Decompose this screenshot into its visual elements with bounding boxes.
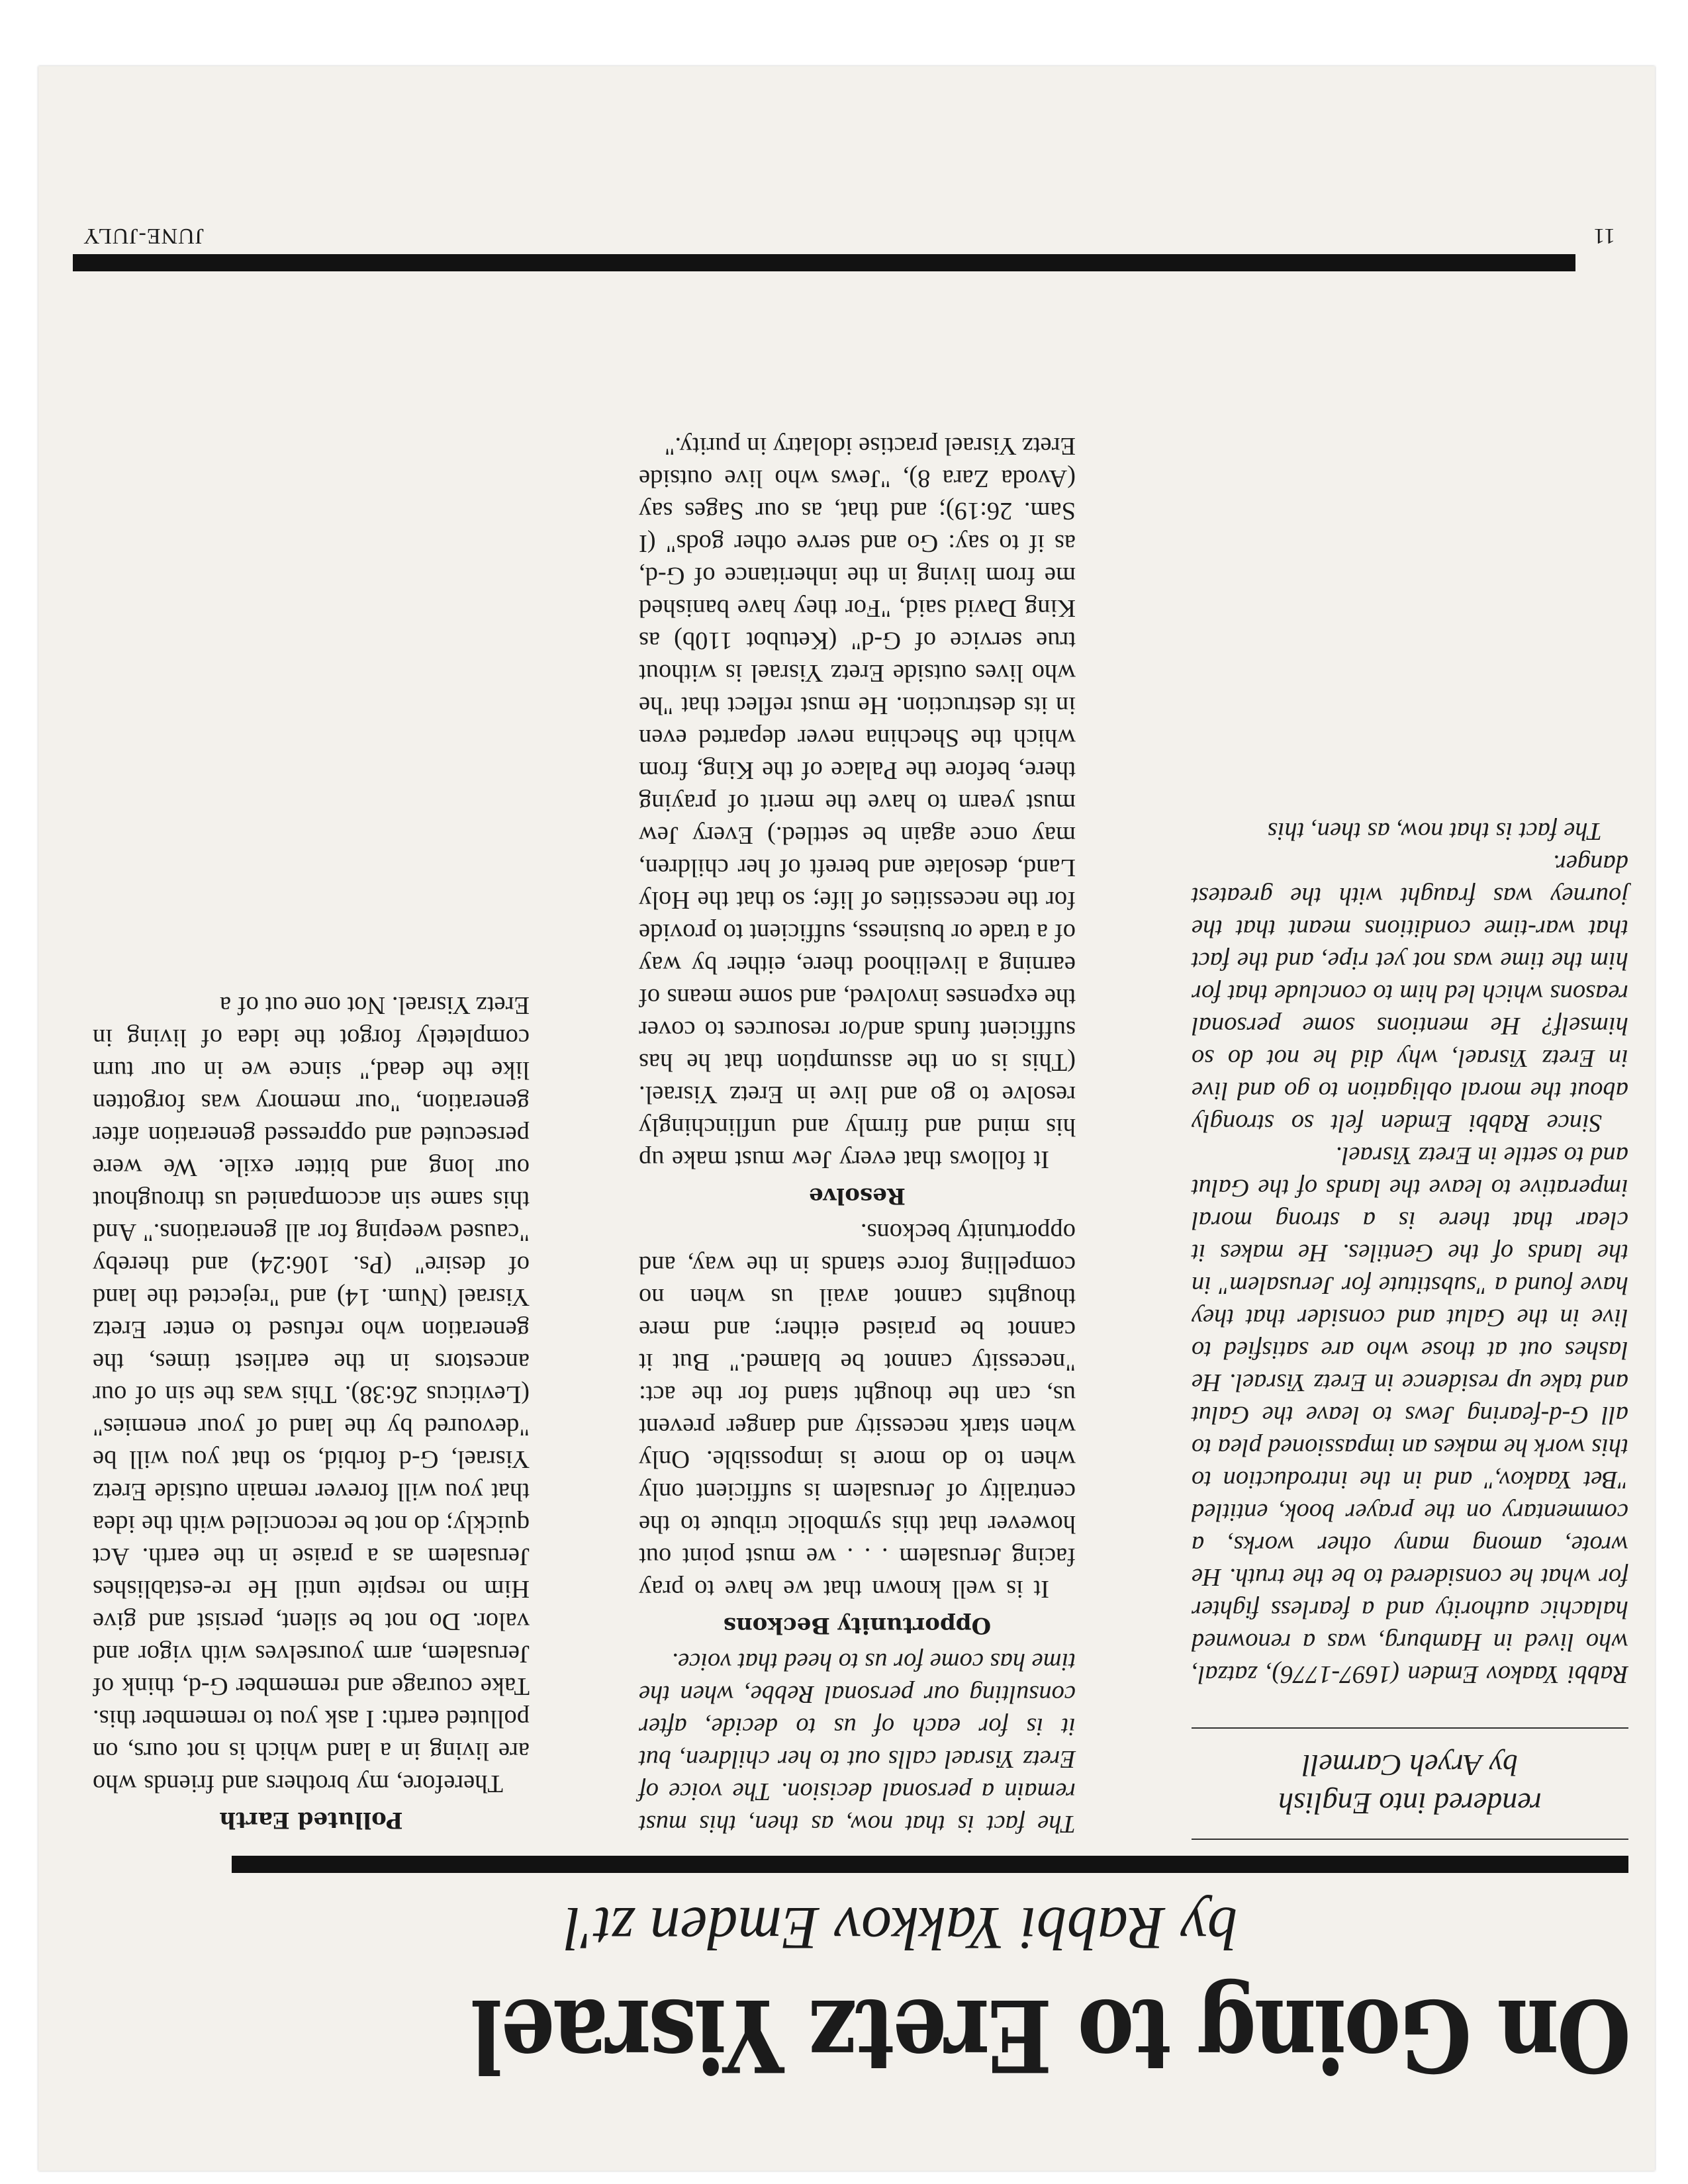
intro-gap	[1192, 1690, 1628, 1727]
translator-credit	[1192, 1729, 1628, 1839]
credit-line-2: by Aryeh Carmell	[1301, 1749, 1519, 1782]
article-title: On Going to Eretz Yisrael	[473, 1977, 1631, 2093]
page-number: 11	[1593, 224, 1615, 248]
intro-paragraph-1: Rabbi Yaakov Emden (1697-1776), zatzal, who lived in Hamburg, was a renowned halachic authority and a fearless fighter for what he considered to be the truth. He wrote, among many other works, a commentary on the prayer book, entitled "Bet Yaakov," and in the introduction to this work he makes an impassioned plea to all G-d-fearing Jews to leave the Galut and take up residence in Eretz Yisrael. He lashes out at those who are satisfied to live in the Galut and consider that they have found a "substitute for Jerusalem" in the lands of the Gentiles. He makes it clear that there is a strong moral imperative to leave the lands of the Galut and to settle in Eretz Yisrael.	[1192, 1142, 1628, 1688]
bottom-rule	[73, 254, 1575, 271]
column-intro	[1192, 815, 1628, 1840]
heading-polluted: Polluted Earth	[219, 1807, 403, 1833]
column-right	[93, 989, 530, 1840]
credit-line-1: rendered into English	[1278, 1787, 1542, 1821]
article-byline: by Rabbi Yakkov Emden zt'l	[564, 1895, 1238, 1962]
text-polluted: Therefore, my brothers and friends who are living in a land which is not ours, on polluted earth: I ask you to remember this. Take courage and remember G-d, think of Jerusalem, arm yourselves with vigor and valor. Do not be silent, persist and give Him no respite until He re-establishes Jerusalem as a praise in the earth. Act quickly; do not be reconciled with the idea that you will forever remain outside Eretz Yisrael, G-d forbid, so that you will be "devoured by the land of your enemies" (Leviticus 26:38). This was the sin of our ancestors in the earliest times, the generation who refused to enter Eretz Yisrael (Num. 14) and "rejected the land of desire" (Ps. 106:24) and thereby "caused weeping for all generations." And this same sin accompanied us throughout our long and bitter exile. We were persecuted and oppressed generation after generation, "our memory was forgotten like the dead," since we in our turn completely forgot the idea of living in Eretz Yisrael. Not one out of a	[93, 991, 530, 1797]
magazine-page	[38, 66, 1655, 2171]
top-rule	[232, 1856, 1628, 1873]
heading-resolve: Resolve	[809, 1183, 906, 1209]
credit-rule-top	[1192, 1839, 1628, 1840]
intro-paragraph-3: The fact is that now, as then, this must remain a personal decision. The voice of Eretz Yisrael calls out to her children, but it is for each of us to decide, after consulting our personal Rebbe, when the time has come for us to heed that voice.	[639, 1648, 1076, 1838]
column-middle	[639, 430, 1076, 1840]
intro-paragraph-3-start: The fact is that now, as then, this	[1267, 817, 1602, 845]
running-head: JUNE-JULY	[82, 224, 204, 248]
rotated-page-content	[38, 66, 1655, 2171]
intro-paragraph-2: Since Rabbi Emden felt so strongly about the moral obligation to go and live in Eretz Yisrael, why did he not do so himself? He mentions some personal reasons which led him to conclude that for him the time was not yet ripe, and the fact that war-time conditions meant that the journey was fraught with the greatest danger.	[1192, 850, 1628, 1137]
heading-opportunity: Opportunity Beckons	[723, 1612, 992, 1639]
text-opportunity: It is well known that we have to pray facing Jerusalem . . . we must point out however that this symbolic tribute to the centrality of Jerusalem is sufficient only when to do more is impossible. Only when stark necessity and danger prevent us, can the thought stand for the act: "necessity cannot be blamed." But it cannot be praised either; and mere thoughts cannot avail us when no compelling force stands in the way, and opportunity beckons.	[639, 1218, 1076, 1603]
credit-rule-bottom	[1192, 1727, 1628, 1729]
text-resolve: It follows that every Jew must make up his mind and firmly and unflinchingly resolve to go and live in Eretz Yisrael. (This is on the assumption that he has sufficient funds and/or resources to cover the expenses involved, and some means of earning a livelihood there, either by way of a trade or business, sufficient to provide for the necessities of life; so that the Holy Land, desolate and bereft of her children, may once again be settled.) Every Jew must yearn to have the merit of praying there, before the Palace of the King, from which the Shechina never departed even in its destruction. He must reflect that "he who lives outside Eretz Yisrael is without true service of G-d" (Ketubot 110b) as King David said, "For they have banished me from living in the inheritance of G-d, as if to say: Go and serve other gods" (I Sam. 26:19); and that, as our Sages say (Avoda Zara 8), "Jews who live outside Eretz Yisrael practise idolatry in purity."	[639, 432, 1076, 1173]
